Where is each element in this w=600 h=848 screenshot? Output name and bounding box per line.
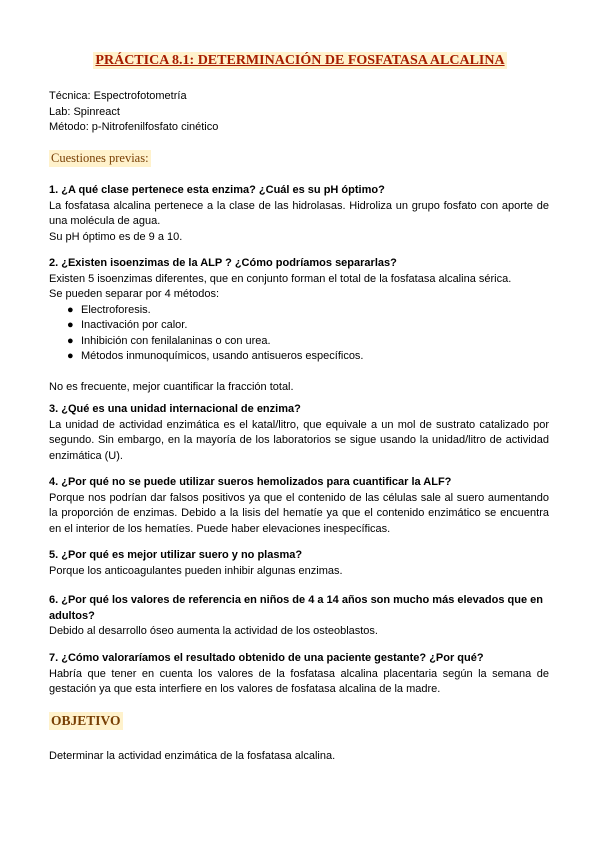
question-7-answer: Habría que tener en cuenta los valores de la fosfatasa alcalina placentaria según la semana de gestación ya que esta interfiere en los valores de fosfatasa alcalina de la madre.: [49, 667, 549, 695]
document-title: [0, 51, 600, 69]
question-5-answer: Porque los anticoagulantes pueden inhibir algunas enzimas.: [49, 564, 343, 577]
bullet-icon: ●: [67, 350, 74, 362]
question-2-answer: Existen 5 isoenzimas diferentes, que en conjunto forman el total de la fosfatasa alcalina sérica.: [49, 272, 512, 285]
list-item: ● Métodos inmunoquímicos, usando antisueros específicos.: [81, 349, 549, 365]
question-3-title: 3. ¿Qué es una unidad internacional de enzima?: [49, 403, 301, 415]
meta-metodo: Método: p-Nitrofenilfosfato cinético: [49, 121, 219, 133]
question-1-answer-ph: Su pH óptimo es de 9 a 10.: [49, 230, 183, 243]
meta-tecnica: Técnica: Espectrofotometría: [49, 90, 187, 102]
cuestiones-previas-heading: Cuestiones previas:: [51, 151, 149, 165]
question-2-methods-intro: Se pueden separar por 4 métodos:: [49, 288, 220, 300]
bullet-icon: ●: [67, 334, 74, 347]
question-3: [49, 402, 549, 464]
question-6-answer: Debido al desarrollo óseo aumenta la actividad de los osteoblastos.: [49, 625, 378, 637]
objetivo-heading: OBJETIVO: [51, 713, 121, 728]
question-2-title: 2. ¿Existen isoenzimas de la ALP ? ¿Cómo podríamos separarlas?: [49, 257, 397, 269]
question-6: [49, 593, 549, 640]
list-item: ● Inactivación por calor.: [81, 318, 549, 334]
list-item: ● Electroforesis.: [81, 303, 549, 319]
question-1-answer: La fosfatasa alcalina pertenece a la clase de las hidrolasas. Hidroliza un grupo fosfato con aporte de una molécula de agua.: [49, 199, 549, 227]
question-3-answer: La unidad de actividad enzimática es el katal/litro, que equivale a un mol de sustrato catalizado por segundo. Sin embargo, en la mayoría de los laboratorios se sigue usando la unidad/litro de actividad enzimática (U).: [49, 418, 549, 462]
question-1-title: 1. ¿A qué clase pertenece esta enzima? ¿Cuál es su pH óptimo?: [49, 184, 385, 196]
question-5: [49, 548, 549, 579]
question-7: [49, 651, 549, 698]
list-item: ● Inhibición con fenilalaninas o con urea.: [81, 334, 549, 350]
question-4-answer: Porque nos podrían dar falsos positivos ya que el contenido de las células sale al suero aumentando la proporción de enzimas. Debido a la lisis del hematíe ya que el contenido enzimático se encuentra en el interior de los hematíes. Puede haber elevaciones inespecíficas.: [49, 491, 549, 535]
question-4-title: 4. ¿Por qué no se puede utilizar sueros hemolizados para cuantificar la ALF?: [49, 476, 452, 488]
bullet-icon: ●: [67, 303, 74, 316]
question-2: [49, 256, 549, 395]
bullet-icon: ●: [67, 319, 74, 331]
objetivo-text: Determinar la actividad enzimática de la fosfatasa alcalina.: [49, 750, 336, 762]
question-6-title: 6. ¿Por qué los valores de referencia en niños de 4 a 14 años son mucho más elevados que en adultos?: [49, 594, 543, 622]
question-4: [49, 475, 549, 537]
question-5-title: 5. ¿Por qué es mejor utilizar suero y no plasma?: [49, 549, 303, 561]
question-7-title: 7. ¿Cómo valoraríamos el resultado obtenido de una paciente gestante? ¿Por qué?: [49, 652, 484, 664]
meta-lab: Lab: Spinreact: [49, 105, 120, 118]
document-title-text: PRÁCTICA 8.1: DETERMINACIÓN DE FOSFATASA ALCALINA: [95, 53, 505, 68]
separation-methods-list: [49, 303, 549, 365]
practice-meta: [49, 89, 218, 136]
question-1: [49, 183, 549, 245]
question-2-note: No es frecuente, mejor cuantificar la fracción total.: [49, 380, 294, 393]
